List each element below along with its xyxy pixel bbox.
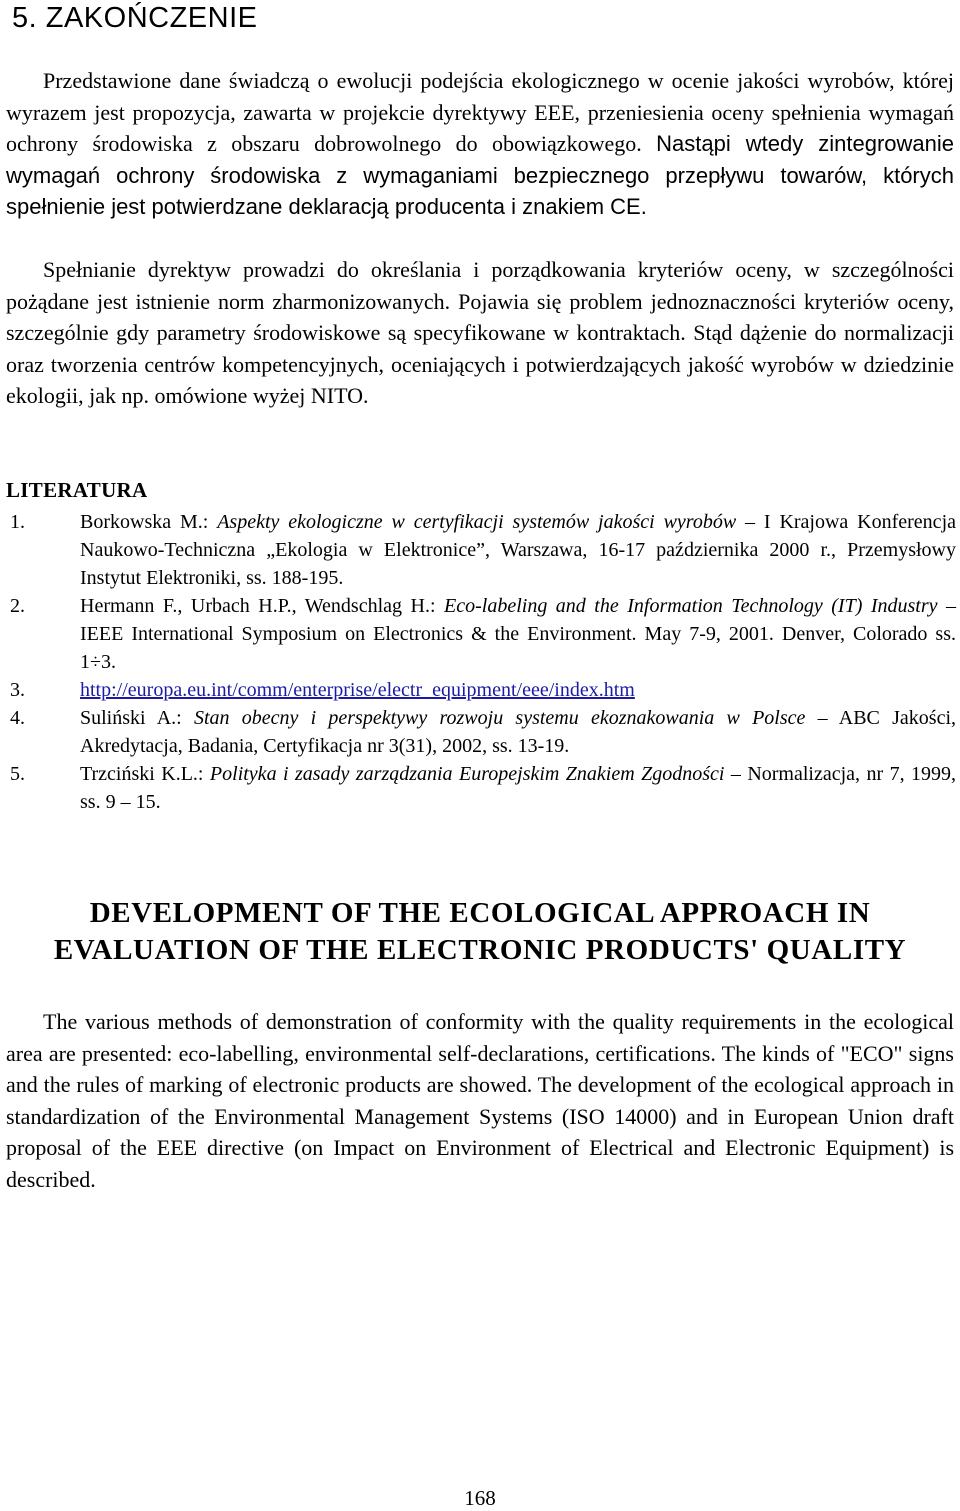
reference-item bbox=[6, 592, 956, 676]
conclusion-paragraph-1-part-sans: Nastąpi wtedy zintegrowanie wymagań ochrony środowiska z wymaganiami bezpiecznego przepływu towarów, których spełnienie jest potwierdzane deklaracją producenta i znakiem CE. bbox=[6, 131, 954, 219]
reference-author: Hermann F., Urbach H.P., Wendschlag H.: bbox=[80, 595, 436, 617]
reference-link[interactable]: http://europa.eu.int/comm/enterprise/electr_equipment/eee/index.htm bbox=[80, 679, 635, 701]
english-title-line-1: DEVELOPMENT OF THE ECOLOGICAL APPROACH IN bbox=[89, 897, 871, 929]
reference-item bbox=[6, 676, 956, 704]
reference-number: 4. bbox=[10, 707, 25, 729]
reference-item bbox=[6, 704, 956, 760]
reference-number: 1. bbox=[10, 511, 25, 533]
reference-number: 2. bbox=[10, 595, 25, 617]
reference-number: 3. bbox=[10, 679, 25, 701]
reference-author: Suliński A.: bbox=[80, 707, 182, 729]
reference-details: – IEEE International Symposium on Electronics & the Environment. May 7-9, 2001. Denver, Colorado ss. 1÷3. bbox=[80, 595, 957, 673]
english-title-line-2: EVALUATION OF THE ELECTRONIC PRODUCTS' QUALITY bbox=[53, 934, 907, 966]
reference-title: Polityka i zasady zarządzania Europejskim Znakiem Zgodności bbox=[209, 763, 725, 785]
reference-author: Trzciński K.L.: bbox=[80, 763, 204, 785]
reference-title: Aspekty ekologiczne w certyfikacji systemów jakości wyrobów bbox=[217, 511, 737, 533]
reference-list bbox=[6, 508, 956, 816]
english-title bbox=[0, 895, 960, 969]
conclusion-paragraph-1-part-serif: Przedstawione dane świadczą o ewolucji podejścia ekologicznego w ocenie jakości wyrobów, której wyrazem jest propozycja, zawarta w projekcie dyrektywy EEE, przeniesienia oceny spełnienia wymagań ochrony środowiska z obszaru dobrowolnego do obowiązkowego. bbox=[6, 68, 954, 156]
reference-details: – ABC Jakości, Akredytacja, Badania, Certyfikacja nr 3(31), 2002, ss. 13-19. bbox=[80, 707, 956, 757]
reference-author: Borkowska M.: bbox=[80, 511, 209, 533]
conclusion-paragraph-2: Spełnianie dyrektyw prowadzi do określania i porządkowania kryteriów oceny, w szczególności pożądane jest istnienie norm zharmonizowanych. Pojawia się problem jednoznaczności kryteriów oceny, szczególnie gdy parametry środowiskowe są specyfikowane w kontraktach. Stąd dążenie do normalizacji oraz tworzenia centrów kompetencyjnych, oceniających i potwierdzających jakość wyrobów w dziedzinie ekologii, jak np. omówione wyżej NITO. bbox=[6, 257, 954, 408]
reference-title: Eco-labeling and the Information Technology (IT) Industry bbox=[444, 595, 938, 617]
conclusion-paragraph-1 bbox=[6, 65, 954, 223]
english-abstract: The various methods of demonstration of conformity with the quality requirements in the ecological area are presented: eco-labelling, environmental self-declarations, certifications. The kinds of "ECO" signs and the rules of marking of electronic products are showed. The development of the ecological approach in standardization of the Environmental Management Systems (ISO 14000) and in European Union draft proposal of the EEE directive (on Impact on Environment of Electrical and Electronic Equipment) is described. bbox=[6, 1009, 954, 1192]
literature-heading: LITERATURA bbox=[6, 478, 148, 502]
reference-item bbox=[6, 760, 956, 816]
reference-title: Stan obecny i perspektywy rozwoju systemu ekoznakowania w Polsce bbox=[193, 707, 806, 729]
reference-details: – I Krajowa Konferencja Naukowo-Techniczna „Ekologia w Elektronice”, Warszawa, 16-17 października 2000 r., Przemysłowy Instytut Elektroniki, ss. 188-195. bbox=[80, 511, 956, 589]
reference-details: – Normalizacja, nr 7, 1999, ss. 9 – 15. bbox=[80, 763, 957, 813]
reference-number: 5. bbox=[10, 763, 25, 785]
page-number: 168 bbox=[464, 1486, 496, 1510]
reference-item bbox=[6, 508, 956, 592]
section-title: 5. ZAKOŃCZENIE bbox=[12, 2, 258, 34]
